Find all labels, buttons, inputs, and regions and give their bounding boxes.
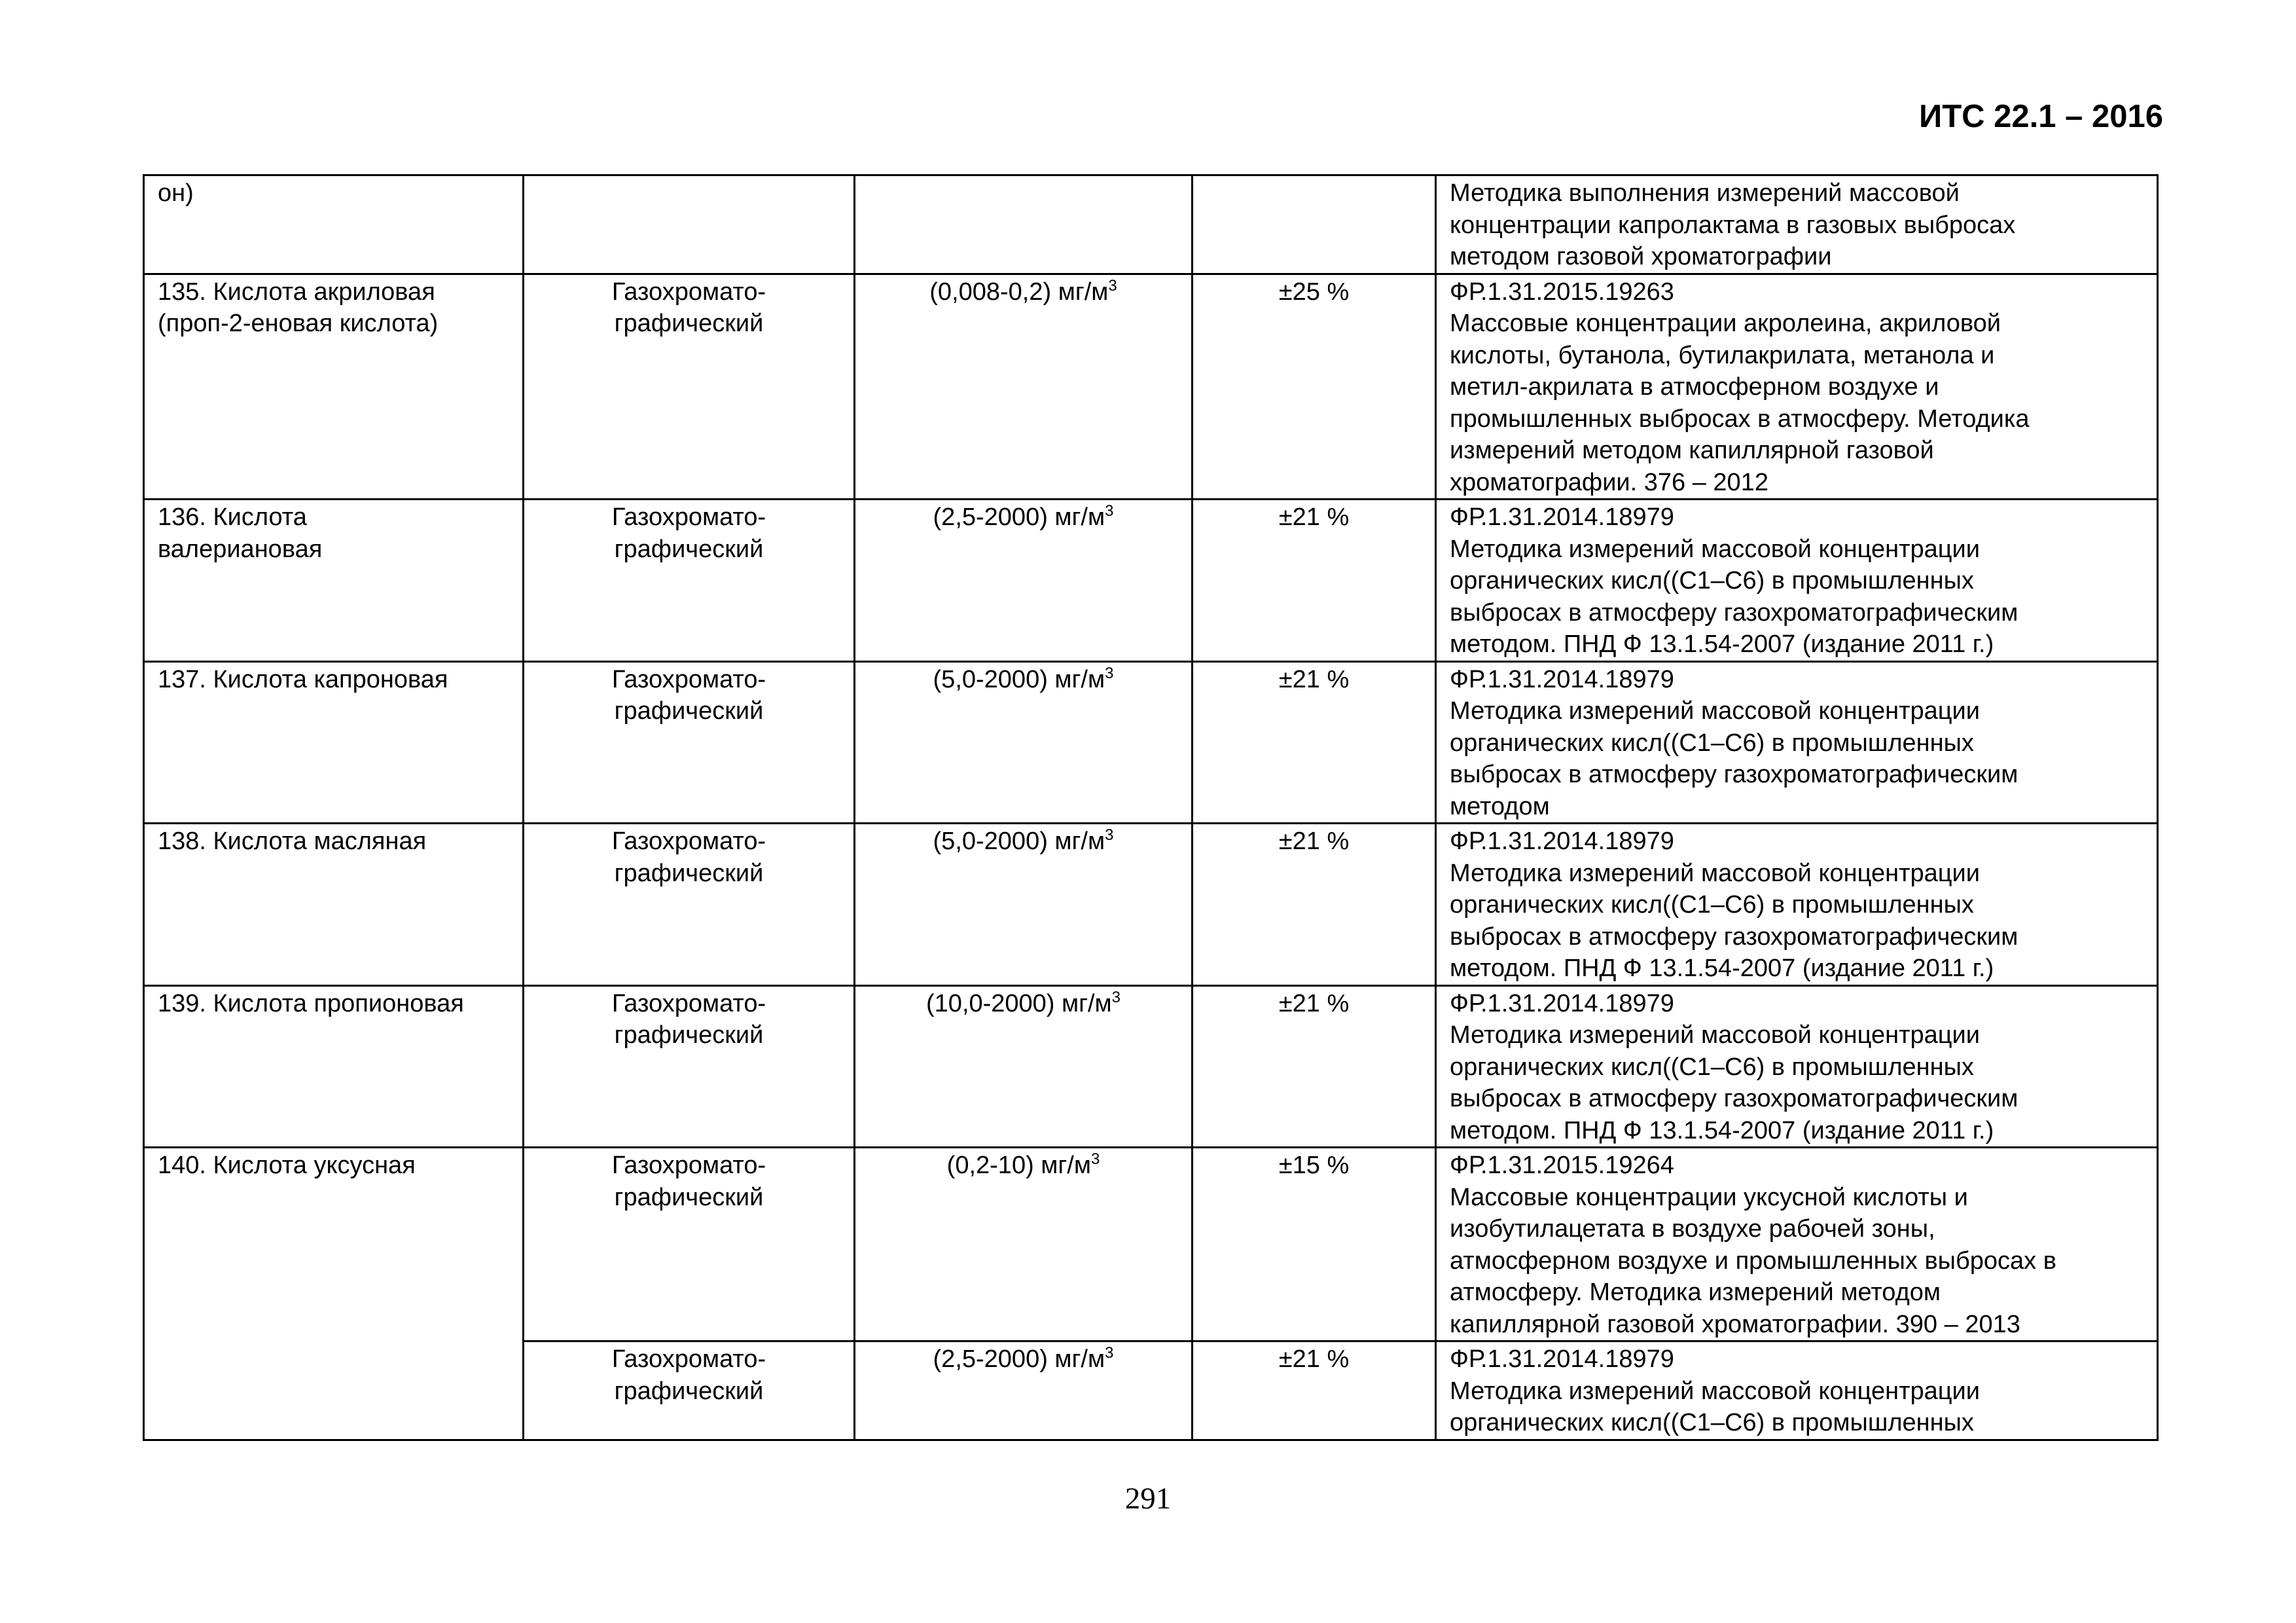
cell-line: Газохромато- (611, 503, 766, 531)
method-document-cell (1436, 661, 2158, 824)
substance-name-cell (144, 1148, 524, 1440)
error-cell: ±21 % (1193, 1341, 1436, 1440)
method-cell (524, 1341, 855, 1440)
cell-line: Газохромато- (611, 1345, 766, 1373)
substance-name-cell (144, 824, 524, 986)
table-row (144, 274, 2158, 500)
cell-line: промышленных выбросах в атмосферу. Методика (1450, 405, 2030, 433)
measurement-range-cell (855, 1148, 1193, 1341)
method-cell (524, 985, 855, 1148)
range-value (869, 1343, 1178, 1376)
method-document-cell (1436, 274, 2158, 500)
error-cell: ±21 % (1193, 824, 1436, 986)
cell-line: атмосферу. Методика измерений методом (1450, 1279, 1941, 1306)
cell-line: Методика выполнения измерений массовой (1450, 179, 1960, 207)
cell-line: графический (614, 697, 764, 725)
method-cell (524, 661, 855, 824)
cell-line: графический (614, 1183, 764, 1211)
method-document-cell (1436, 1148, 2158, 1341)
cell-line: методом (1450, 792, 1550, 820)
cell-line: ФР.1.31.2014.18979 (1450, 503, 1674, 531)
substance-name-cell (144, 500, 524, 662)
range-value (869, 1150, 1178, 1182)
cell-line: 139. Кислота пропионовая (158, 989, 464, 1017)
range-text: (2,5-2000) мг/м (933, 1345, 1105, 1373)
cell-line: ФР.1.31.2015.19263 (1450, 278, 1674, 306)
range-text: (10,0-2000) мг/м (925, 989, 1112, 1017)
cell-line: измерений методом капиллярной газовой (1450, 437, 1934, 464)
cell-line: Методика измерений массовой концентрации (1450, 535, 1980, 563)
error-cell: ±21 % (1193, 985, 1436, 1148)
cell-line: Методика измерений массовой концентрации (1450, 697, 1980, 725)
range-value (869, 826, 1178, 858)
table-row (144, 175, 2158, 274)
measurement-range-cell (855, 175, 1193, 274)
substance-name-cell (144, 985, 524, 1148)
range-unit-exponent: 3 (1105, 826, 1114, 844)
range-unit-exponent: 3 (1090, 1150, 1100, 1168)
cell-line: хроматографии. 376 – 2012 (1450, 468, 1768, 496)
page-number: 291 (1124, 1482, 1172, 1516)
measurement-range-cell (855, 824, 1193, 986)
cell-line: Методика измерений массовой концентрации (1450, 1021, 1980, 1049)
range-unit-exponent: 3 (1108, 276, 1117, 295)
cell-line: Газохромато- (611, 1152, 766, 1179)
document-code-header: ИТС 22.1 – 2016 (1918, 99, 2163, 134)
cell-line: выбросах в атмосферу газохроматографическим (1450, 922, 2018, 951)
cell-line: Газохромато- (611, 828, 766, 855)
table-row (144, 500, 2158, 662)
cell-line: Газохромато- (611, 665, 766, 693)
table-row (144, 824, 2158, 986)
cell-line: графический (614, 859, 764, 887)
cell-line: Методика измерений массовой концентрации (1450, 859, 1980, 887)
error-cell: ±15 % (1193, 1148, 1436, 1341)
cell-line: органических кисл((С1–С6) в промышленных (1450, 729, 1974, 757)
measurement-range-cell (855, 661, 1193, 824)
cell-line: графический (614, 1377, 764, 1405)
cell-line: капиллярной газовой хроматографии. 390 – 2013 (1450, 1310, 2020, 1338)
method-document-cell (1436, 985, 2158, 1148)
methods-table (143, 174, 2159, 1441)
cell-line: ФР.1.31.2014.18979 (1450, 828, 1674, 855)
measurement-range-cell (855, 1341, 1193, 1440)
cell-line: ФР.1.31.2014.18979 (1450, 989, 1674, 1017)
cell-line: выбросах в атмосферу газохроматографическим (1450, 761, 2018, 788)
cell-line: изобутилацетата в воздухе рабочей зоны, (1450, 1215, 1935, 1243)
cell-line: методом. ПНД Ф 13.1.54-2007 (издание 2011 г.) (1450, 1116, 1994, 1144)
cell-line: органических кисл((С1–С6) в промышленных (1450, 567, 1974, 594)
error-cell (1193, 175, 1436, 274)
method-document-cell (1436, 175, 2158, 274)
range-value (869, 501, 1178, 534)
measurement-range-cell (855, 274, 1193, 500)
cell-line: методом газовой хроматографии (1450, 243, 1832, 270)
cell-line: 136. Кислота (158, 503, 307, 531)
range-text: (5,0-2000) мг/м (933, 665, 1105, 693)
method-document-cell (1436, 1341, 2158, 1440)
cell-line: органических кисл((С1–С6) в промышленных (1450, 1409, 1974, 1436)
cell-line: (проп-2-еновая кислота) (158, 310, 439, 337)
cell-line: кислоты, бутанола, бутилакрилата, метанола и (1450, 341, 1995, 369)
cell-line: ФР.1.31.2014.18979 (1450, 1345, 1674, 1373)
cell-line: он) (158, 179, 194, 207)
measurement-range-cell (855, 500, 1193, 662)
range-unit-exponent: 3 (1111, 988, 1121, 1006)
method-cell (524, 175, 855, 274)
error-cell: ±21 % (1193, 661, 1436, 824)
error-cell: ±21 % (1193, 500, 1436, 662)
method-document-cell (1436, 500, 2158, 662)
cell-line: методом. ПНД Ф 13.1.54-2007 (издание 2011 г.) (1450, 630, 1994, 658)
range-value (869, 276, 1178, 308)
error-cell: ±25 % (1193, 274, 1436, 500)
cell-line: концентрации капролактама в газовых выбросах (1450, 211, 2016, 239)
range-text: (5,0-2000) мг/м (933, 828, 1105, 855)
cell-line: графический (614, 535, 764, 563)
cell-line: выбросах в атмосферу газохроматографическим (1450, 1085, 2018, 1112)
substance-name-cell (144, 274, 524, 500)
measurement-range-cell (855, 985, 1193, 1148)
cell-line: атмосферном воздухе и промышленных выбросах в (1450, 1247, 2056, 1275)
cell-line: Газохромато- (611, 989, 766, 1017)
table-row (144, 661, 2158, 824)
method-cell (524, 824, 855, 986)
substance-name-cell (144, 661, 524, 824)
substance-name-cell (144, 175, 524, 274)
method-cell (524, 274, 855, 500)
range-value (869, 664, 1178, 696)
range-unit-exponent: 3 (1105, 502, 1114, 520)
cell-line: методом. ПНД Ф 13.1.54-2007 (издание 2011 г.) (1450, 955, 1994, 982)
cell-line: графический (614, 310, 764, 337)
cell-line: 140. Кислота уксусная (158, 1152, 416, 1179)
cell-line: валериановая (158, 535, 323, 563)
cell-line: Газохромато- (611, 278, 766, 306)
table-row (144, 1148, 2158, 1341)
cell-line: ФР.1.31.2015.19264 (1450, 1152, 1674, 1179)
range-unit-exponent: 3 (1105, 664, 1114, 682)
method-cell (524, 1148, 855, 1341)
range-text: (0,2-10) мг/м (946, 1152, 1091, 1179)
cell-line: 135. Кислота акриловая (158, 278, 435, 306)
range-unit-exponent: 3 (1105, 1344, 1114, 1362)
cell-line: Методика измерений массовой концентрации (1450, 1377, 1980, 1405)
range-value (869, 988, 1178, 1020)
cell-line: Массовые концентрации акролеина, акриловой (1450, 310, 2001, 337)
cell-line: 137. Кислота капроновая (158, 665, 448, 693)
methods-table-body (144, 175, 2158, 1440)
table-row (144, 985, 2158, 1148)
cell-line: органических кисл((С1–С6) в промышленных (1450, 1053, 1974, 1081)
cell-line: метил-акрилата в атмосферном воздухе и (1450, 373, 1939, 401)
cell-line: 138. Кислота масляная (158, 828, 427, 855)
range-text: (2,5-2000) мг/м (933, 503, 1105, 531)
cell-line: выбросах в атмосферу газохроматографическим (1450, 598, 2018, 627)
cell-line: ФР.1.31.2014.18979 (1450, 665, 1674, 693)
cell-line: органических кисл((С1–С6) в промышленных (1450, 891, 1974, 919)
range-text: (0,008-0,2) мг/м (929, 278, 1109, 306)
method-cell (524, 500, 855, 662)
cell-line: графический (614, 1021, 764, 1049)
method-document-cell (1436, 824, 2158, 986)
cell-line: Массовые концентрации уксусной кислоты и (1450, 1183, 1968, 1211)
